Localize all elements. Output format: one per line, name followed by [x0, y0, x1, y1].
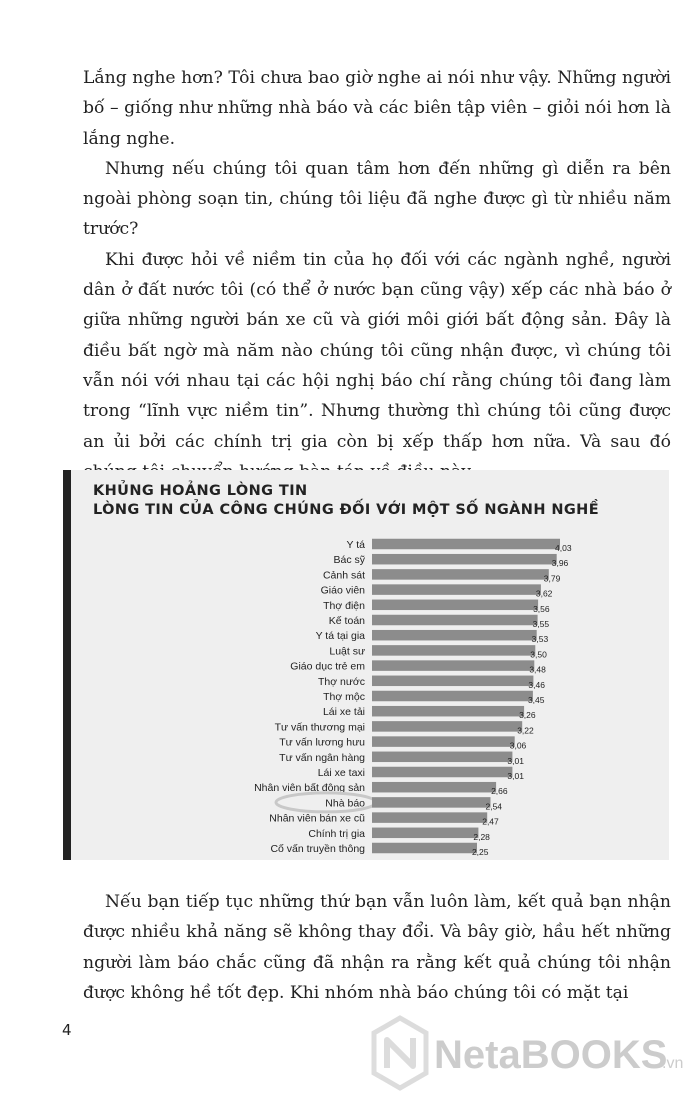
category-label: Y tá: [346, 539, 365, 551]
chart-bar: [372, 676, 533, 687]
value-label: 3,79: [543, 573, 561, 584]
value-label: 3,01: [507, 755, 524, 766]
category-label: Y tá tại gia: [315, 630, 365, 643]
chart-bar: [372, 630, 537, 641]
category-label: Giáo dục trẻ em: [290, 660, 365, 673]
category-label: Luật sư: [329, 645, 365, 658]
paragraph: Nhưng nếu chúng tôi quan tâm hơn đến những gì diễn ra bên ngoài phòng soạn tin, chúng tôi liệu đã nghe được gì từ nhiều năm trước?: [83, 158, 671, 240]
chart-bar: [372, 539, 560, 550]
value-label: 3,96: [551, 558, 569, 569]
watermark: [370, 1010, 695, 1105]
value-label: 3,53: [531, 634, 549, 645]
value-label: 3,55: [532, 619, 550, 629]
chart-bar: [372, 828, 478, 839]
value-label: 2,54: [485, 801, 503, 812]
trust-chart: [63, 470, 669, 860]
value-label: 3,62: [535, 588, 553, 599]
chart-bar: [372, 812, 487, 823]
value-label: 3,22: [517, 725, 534, 736]
value-label: 2,47: [482, 816, 499, 827]
chart-bar: [372, 736, 515, 747]
value-label: 3,01: [507, 771, 524, 781]
chart-title: KHỦNG HOẢNG LÒNG TIN: [93, 483, 308, 499]
chart-bar: [372, 767, 512, 778]
chart-bar: [372, 569, 549, 580]
watermark-text: NetaBOOKS: [434, 1033, 668, 1077]
chart-bar: [372, 691, 533, 702]
value-label: 2,66: [491, 786, 508, 797]
value-label: 3,26: [519, 710, 536, 721]
paragraph: Khi được hỏi về niềm tin của họ đối với các ngành nghề, người dân ở đất nước tôi (có thể ở nước bạn cũng vậy) xếp các nhà báo ở giữa những người bán xe cũ và giới môi giới bất động sản. Đây là điều bất ngờ mà năm nào chúng tôi cũng nhận được, vì chúng tôi vẫn nói với nhau tại các hội nghị báo chí rằng chúng tôi đang làm trong “lĩnh vực niềm tin”. Nhưng thường thì chúng tôi cũng được an ủi bởi các chính trị gia còn bị xếp thấp hơn nữa. Và sau đó: [83, 249, 671, 452]
category-label: Lái xe taxi: [317, 767, 365, 779]
category-label: Nhân viên bất động sản: [254, 782, 365, 795]
category-label: Cố vấn truyền thông: [270, 843, 365, 855]
category-label: Nhân viên bán xe cũ: [269, 812, 365, 825]
value-label: 3,48: [529, 664, 546, 675]
chart-bar: [372, 600, 538, 611]
chart-bar: [372, 645, 535, 656]
page-number: 4: [62, 1021, 72, 1039]
body-text-top: [83, 63, 671, 487]
category-label: Giáo viên: [320, 584, 365, 597]
paragraph: Lắng nghe hơn? Tôi chưa bao giờ nghe ai nói như vậy. Những người bố – giống như những nhà báo và các biên tập viên – giỏi nói hơn là lắng nghe.: [83, 68, 671, 149]
value-label: 2,25: [471, 847, 489, 857]
value-label: 3,45: [527, 695, 545, 705]
category-label: Bác sỹ: [333, 554, 365, 567]
value-label: 3,50: [530, 649, 547, 660]
value-label: 3,06: [509, 740, 527, 751]
chart-subtitle: LÒNG TIN CỦA CÔNG CHÚNG ĐỐI VỚI MỘT SỐ NGÀNH NGHỀ: [93, 502, 599, 518]
category-label: Chính trị gia: [308, 827, 365, 840]
chart-bar: [372, 615, 538, 626]
value-label: 4,03: [555, 543, 572, 553]
chart-bar: [372, 554, 557, 565]
chart-bar: [372, 706, 524, 717]
value-label: 2,28: [473, 831, 490, 842]
chart-bar: [372, 752, 512, 763]
value-label: 3,56: [533, 603, 550, 614]
chart-bar: [372, 584, 541, 595]
chart-bar: [372, 782, 496, 793]
paragraph: Nếu bạn tiếp tục những thứ bạn vẫn luôn làm, kết quả bạn nhận được nhiều khả năng sẽ không thay đổi. Và bây giờ, hầu hết những người làm báo chắc cũng đã nhận ra rằng kết quả chúng tôi nhận được không hề tốt đẹp. Khi nhóm nhà báo chúng tôi có mặt tại: [83, 892, 671, 1003]
value-label: 3,46: [528, 679, 545, 690]
category-label: Thợ nước: [317, 675, 365, 688]
body-text-bottom: [83, 887, 671, 1008]
neta-logo-icon: [374, 1018, 426, 1088]
category-label: Nhà báo: [325, 797, 365, 810]
category-label: Thợ mộc: [323, 691, 365, 703]
category-label: Lái xe tải: [322, 706, 365, 719]
chart-bar: [372, 843, 477, 854]
category-label: Tư vấn lương hưu: [279, 736, 365, 749]
chart-bar: [372, 797, 491, 808]
chart-bar: [372, 721, 522, 732]
category-label: Tư vấn ngân hàng: [279, 751, 365, 764]
category-label: Thợ điện: [323, 599, 365, 612]
category-label: Kế toán: [328, 615, 365, 627]
watermark-suffix: .vn: [662, 1055, 684, 1072]
category-label: Cảnh sát: [322, 569, 365, 582]
chart-plot: [63, 470, 669, 860]
category-label: Tư vấn thương mại: [274, 721, 365, 734]
chart-bar: [372, 660, 534, 671]
